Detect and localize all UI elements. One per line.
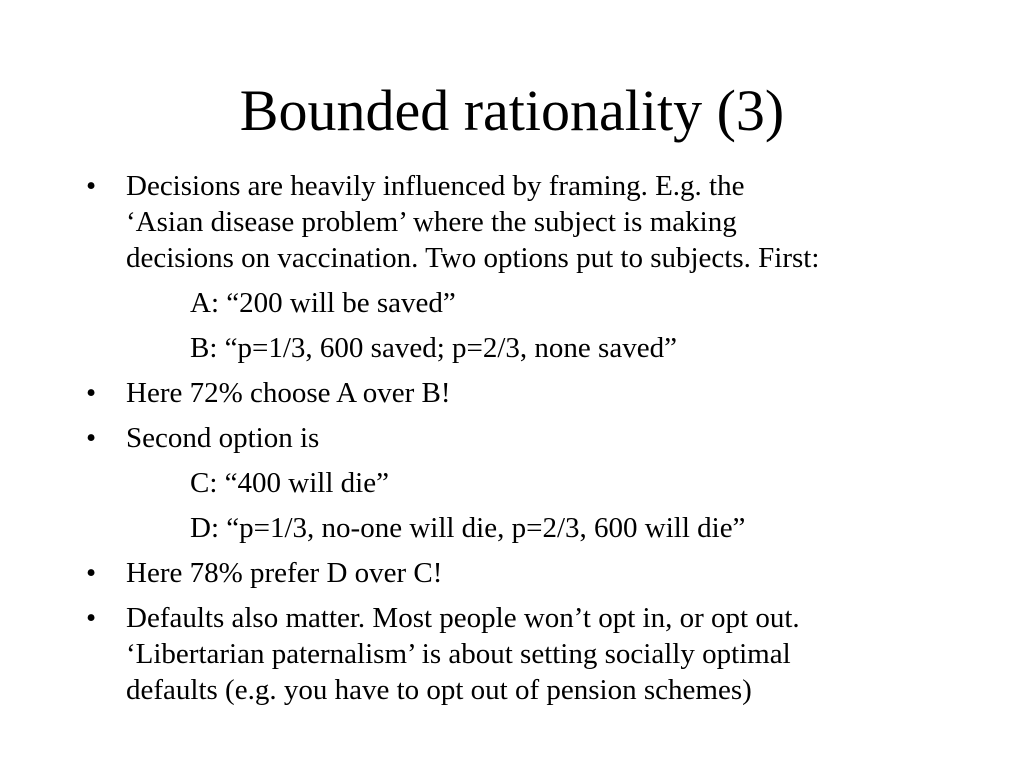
bullet-text-line: Second option is <box>126 422 320 454</box>
bullet-text-line: Defaults also matter. Most people won’t opt in, or opt out. <box>126 602 800 634</box>
bullet-text-line: decisions on vaccination. Two options put to subjects. First: <box>126 242 820 274</box>
bullet-text-line: ‘Asian disease problem’ where the subject is making <box>126 206 737 238</box>
bullet-text-line: Here 78% prefer D over C! <box>126 557 443 589</box>
option-d: D: “p=1/3, no-one will die, p=2/3, 600 will die” <box>190 512 746 544</box>
bullet-text-line: defaults (e.g. you have to opt out of pension schemes) <box>126 674 752 706</box>
bullet-point-icon: • <box>86 422 97 454</box>
bullet-text-line: Here 72% choose A over B! <box>126 377 451 409</box>
bullet-item-framing <box>84 168 984 276</box>
bullet-point-icon: • <box>86 602 97 634</box>
bullet-point-icon: • <box>86 557 97 589</box>
slide-title: Bounded rationality (3) <box>239 78 785 143</box>
bullet-point-icon: • <box>86 377 97 409</box>
bullet-item-78-percent <box>84 555 984 591</box>
bullet-point-icon: • <box>86 170 97 202</box>
bullet-text-line: Decisions are heavily influenced by framing. E.g. the <box>126 170 745 202</box>
bullet-item-defaults <box>84 600 984 708</box>
option-b: B: “p=1/3, 600 saved; p=2/3, none saved” <box>190 332 677 364</box>
option-a: A: “200 will be saved” <box>190 287 456 319</box>
bullet-item-72-percent <box>84 375 984 411</box>
option-c: C: “400 will die” <box>190 467 389 499</box>
bullet-item-second-option <box>84 420 984 456</box>
bullet-text-line: ‘Libertarian paternalism’ is about setting socially optimal <box>126 638 791 670</box>
slide-body <box>84 168 984 717</box>
